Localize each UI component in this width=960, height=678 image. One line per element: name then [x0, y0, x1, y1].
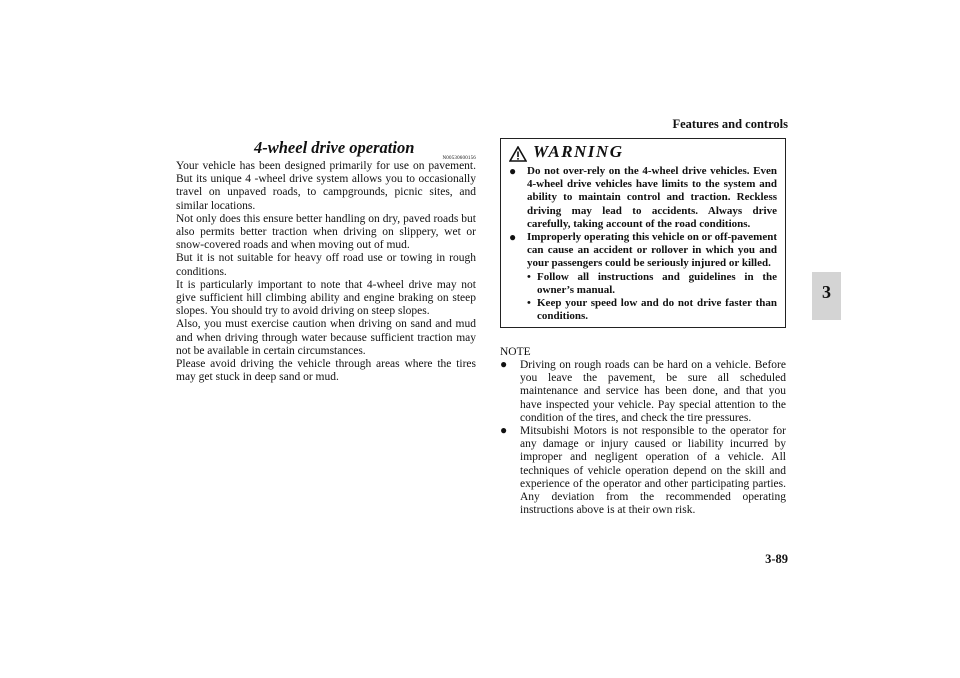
- warning-box: [500, 138, 786, 328]
- bullet-icon: ●: [500, 357, 508, 371]
- body-paragraph: Your vehicle has been designed primarily for use on pavement. But its unique 4 -wheel drive system allows you to occasionally travel on unpaved roads, to campgrounds, picnic sites, and similar locations.: [176, 160, 476, 212]
- note-label: NOTE: [500, 346, 531, 358]
- warning-subitem: [527, 271, 777, 297]
- section-code: N00530600156: [442, 156, 476, 161]
- bullet-icon: ●: [509, 164, 517, 178]
- note-item: [500, 359, 786, 425]
- page-header-title: Features and controls: [672, 117, 788, 131]
- section-heading: [176, 138, 476, 160]
- warning-header: [509, 143, 777, 165]
- note-item-text: Mitsubishi Motors is not responsible to the operator for any damage or injury caused or liability incurred by improper and negligent operation of a vehicle. All techniques of vehicle operation depend on the skill and experience of the operator and other participating parties. Any deviation from the recommended operating instructions above is at their own risk.: [520, 425, 786, 517]
- warning-triangle-icon: [509, 146, 527, 162]
- section-body: [176, 160, 476, 384]
- warning-item-text: Do not over-rely on the 4-wheel drive vehicles. Even 4-wheel drive vehicles have limits to the system and ability to maintain control and traction. Reckless driving may lead to accidents. Always drive carefully, taking account of the road conditions.: [527, 165, 777, 230]
- warning-item: [509, 165, 777, 231]
- section-title: 4-wheel drive operation: [254, 138, 415, 157]
- note-section: [500, 346, 786, 517]
- sub-bullet-icon: •: [527, 270, 531, 283]
- warning-subitem: [527, 297, 777, 323]
- page-number: 3-89: [765, 552, 788, 566]
- body-paragraph: Not only does this ensure better handling on dry, paved roads but also permits better traction when driving on slippery, wet or snow-covered roads and when moving out of mud.: [176, 212, 476, 252]
- chapter-number: 3: [822, 282, 831, 302]
- note-item-text: Driving on rough roads can be hard on a vehicle. Before you leave the pavement, be sure all scheduled maintenance and service has been done, and that you have inspected your vehicle. Pay special attention to the condition of the tires, and check the tire pressures.: [520, 359, 786, 424]
- body-paragraph: It is particularly important to note that 4-wheel drive may not give sufficient hill climbing ability and engine braking on steep slopes. You should try to avoid driving on steep slopes.: [176, 278, 476, 318]
- warning-title: WARNING: [533, 142, 624, 161]
- body-paragraph: Also, you must exercise caution when driving on sand and mud and when driving through water because sufficient traction may not be available in certain circumstances.: [176, 318, 476, 357]
- note-item: [500, 425, 786, 517]
- body-paragraph: Please avoid driving the vehicle through areas where the tires may get stuck in deep sand or mud.: [176, 358, 476, 384]
- warning-item: [509, 231, 777, 323]
- warning-item-text: Improperly operating this vehicle on or off-pavement can cause an accident or rollover in which you and your passengers could be seriously injured or killed.: [527, 231, 777, 270]
- bullet-icon: ●: [509, 230, 517, 245]
- body-paragraph: But it is not suitable for heavy off road use or towing in rough conditions.: [176, 252, 476, 278]
- warning-subitem-text: Follow all instructions and guidelines in the owner’s manual.: [537, 270, 777, 296]
- warning-subitem-text: Keep your speed low and do not drive faster than conditions.: [537, 297, 777, 323]
- bullet-icon: ●: [500, 423, 508, 438]
- main-column: [176, 138, 476, 384]
- sub-bullet-icon: •: [527, 297, 531, 310]
